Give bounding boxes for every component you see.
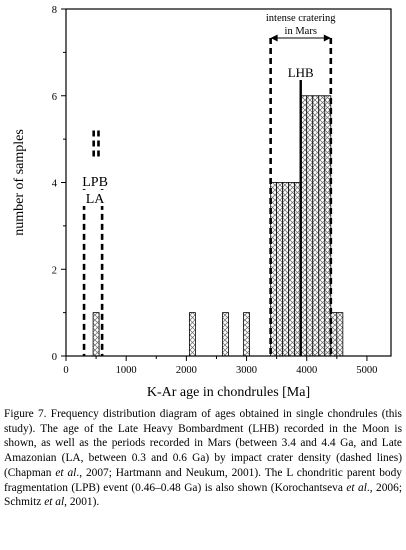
x-tick-label-0: 0	[63, 365, 69, 376]
histogram-bar-7	[289, 183, 295, 357]
y-axis-ticks	[52, 5, 66, 363]
histogram-bar-10	[307, 96, 313, 356]
histogram-bar-13	[325, 96, 331, 356]
y-tick-label-0: 0	[51, 352, 57, 363]
caption-etal-3: et al	[44, 496, 65, 509]
plot-frame	[66, 9, 391, 356]
lhb-label: LHB	[287, 65, 314, 80]
x-axis-ticks	[63, 356, 377, 376]
histogram-bar-0	[93, 313, 99, 356]
y-tick-label-6: 6	[51, 91, 57, 103]
annotations	[79, 13, 336, 207]
histogram-bars	[93, 96, 343, 356]
mars-label-line-2: in Mars	[284, 26, 317, 37]
y-tick-label-2: 2	[51, 265, 57, 277]
caption-etal-2: et al	[346, 481, 367, 494]
caption-text-1: Frequency distribution diagram of ages obtained in single chondrules (this study). The age of the Late Heavy Bombardment (LHB) recorded in the Moon is shown, as well as the periods recorded in Mars (between 3.4 and 4.4 Ga, and Late Amazonian (LA, between 0.3 and 0.6 Ga) by impact crater density (dashed lines) (Chapman	[4, 408, 402, 479]
lpb-label: LPB	[82, 175, 108, 190]
x-tick-label-3000: 3000	[236, 365, 258, 376]
histogram-bar-12	[319, 96, 325, 356]
x-tick-label-1000: 1000	[115, 365, 137, 376]
x-tick-label-5000: 5000	[356, 365, 378, 376]
x-tick-label-4000: 4000	[296, 365, 318, 376]
la-label: LA	[85, 192, 105, 207]
y-tick-label-8: 8	[51, 5, 57, 16]
histogram-bar-6	[283, 183, 289, 357]
caption-label: Figure 7.	[4, 408, 47, 420]
caption-etal-1: et al	[55, 466, 77, 479]
histogram-bar-2	[222, 313, 228, 356]
x-tick-label-2000: 2000	[175, 365, 197, 376]
histogram-bar-5	[277, 183, 283, 357]
histogram-bar-11	[313, 96, 319, 356]
caption-text-2: ., 2007; Hartmann and Neukum, 2001). The L chondritic parent body fragmentation (LPB) event (0.46–0.48 Ga) is also shown (Korochantseva	[4, 466, 402, 494]
caption-text-4: , 2001).	[64, 496, 100, 509]
x-axis-title: K-Ar age in chondrules [Ma]	[146, 385, 311, 400]
histogram-bar-1	[189, 313, 195, 356]
y-tick-label-4: 4	[51, 178, 57, 190]
caption-text-3: ., 2006; Schmitz	[4, 481, 402, 509]
mars-label-line-1: intense cratering	[265, 13, 336, 24]
figure-caption	[4, 407, 402, 510]
histogram-bar-3	[244, 313, 250, 356]
y-axis-title: number of samples	[11, 129, 27, 236]
histogram-bar-15	[337, 313, 343, 356]
